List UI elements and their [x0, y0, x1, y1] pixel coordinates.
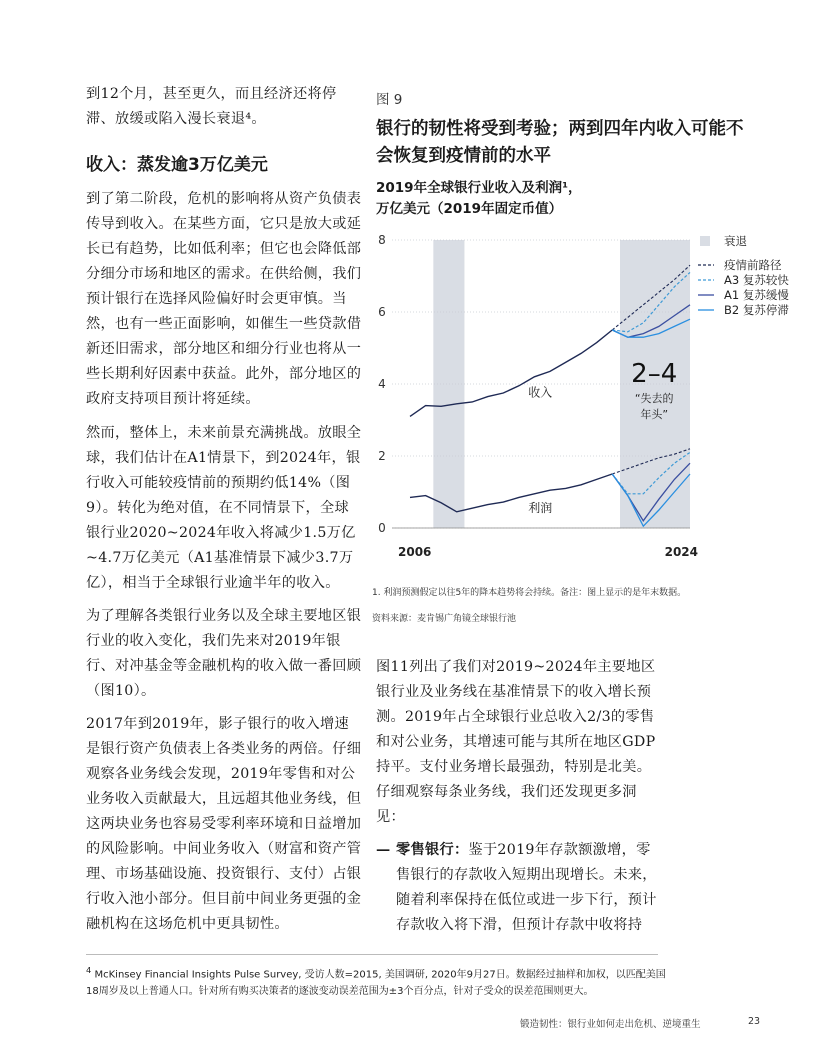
revenue-profit-line-chart — [370, 228, 789, 568]
y-tick-label: 8 — [378, 233, 386, 247]
legend-precrisis-label: 疫情前路径 — [724, 258, 782, 272]
intro-paragraph: 到12个月，甚至更久，而且经济还将停滞、放缓或陷入漫长衰退⁴。 — [86, 86, 337, 127]
revenue-label: 收入 — [528, 385, 553, 400]
paragraph-stage-two: 到了第二阶段，危机的影响将从资产负债表传导到收入。在某些方面，它只是放大或延长已有趋势，比如低利率；但它也会降低部分细分市场和地区的需求。在供给侧，我们预计银行在选择风险偏好时会更审慎。当然，也有一些正面影响，如催生一些贷款借新还旧需求，部分地区和细分行业也将从一些长期利好因素中获益。此外，部分地区的政府支持项目预计将延续。 — [86, 191, 362, 407]
footnote-divider — [86, 954, 658, 955]
page-number: 23 — [748, 1016, 761, 1027]
x-tick-label: 2024 — [664, 545, 698, 559]
y-tick-label: 2 — [378, 449, 386, 463]
legend-a3-label: A3 复苏较快 — [724, 273, 789, 287]
lost-years-value: 2–4 — [631, 359, 678, 390]
bullet-dash: — — [376, 842, 391, 858]
legend-b2-label: B2 复苏停滞 — [724, 303, 789, 317]
y-tick-label: 0 — [378, 521, 386, 535]
figure-title: 银行的韧性将受到考验；两到四年内收入可能不会恢复到疫情前的水平 — [376, 119, 744, 166]
bullet-text: 鉴于2019年存款额激增，零售银行的存款收入短期出现增长。未来，随着利率保持在低位或进一步下行，预计存款收入将下滑，但预计存款中收将持 — [396, 842, 657, 933]
section-heading: 收入：蒸发逾3万亿美元 — [86, 155, 268, 175]
y-tick-label: 4 — [378, 377, 386, 391]
lost-years-label: “失去的 — [634, 392, 674, 405]
legend-recession-label: 衰退 — [724, 234, 747, 248]
chart-source: 资料来源：麦肯锡广角镜全球银行池 — [372, 614, 517, 624]
lost-years-label: 年头” — [640, 408, 669, 422]
paragraph-review: 为了理解各类银行业务以及全球主要地区银行业的收入变化，我们先来对2019年银行、对冲基金等金融机构的收入做一番回顾（图10）。 — [86, 608, 362, 699]
page-footnote — [86, 962, 666, 1000]
y-tick-label: 6 — [378, 305, 386, 319]
paragraph-outlook: 然而，整体上，未来前景充满挑战。放眼全球，我们估计在A1情景下，到2024年，银行收入可能较疫情前的预期约低14%（图9）。转化为绝对值，在不同情景下，全球银行业2020~2024年收入将减少1.5万亿~4.7万亿美元（A1基准情景下减少3.7万亿），相当于全球银行业逾半年的收入。 — [86, 425, 362, 591]
chart-title-line1: 2019年全球银行业收入及利润¹， — [376, 180, 582, 196]
chart-title — [376, 178, 696, 220]
paragraph-shadow-banking: 2017年到2019年，影子银行的收入增速是银行资产负债表上各类业务的两倍。仔细观察各业务线会发现，2019年零售和对公业务收入贡献最大，且远超其他业务线，但这两块业务也容易受零利率环境和日益增加的风险影响。中间业务收入（财富和资产管理、市场基础设施、投资银行、支付）占银行收入池小部分。但目前中间业务更强的金融机构在这场危机中更具韧性。 — [86, 716, 362, 932]
chart-footnote: 1. 利润预测假定以往5年的降本趋势将会持续。备注：图上显示的是年末数据。 — [372, 588, 687, 598]
chart-title-line2: 万亿美元（2019年固定币值） — [376, 201, 563, 217]
x-tick-label: 2006 — [398, 545, 432, 559]
bullet-content — [396, 838, 660, 938]
figure-label: 图 9 — [376, 92, 403, 108]
legend-recession-swatch — [700, 236, 710, 246]
legend-a1-label: A1 复苏缓慢 — [724, 288, 789, 302]
footnote-text: McKinsey Financial Insights Pulse Survey, 受访人数=2015, 美国调研, 2020年9月27日。数据经过抽样和加权，以匹配美国18周岁及以上普通人口。针对所有购买决策者的逐波变动误差范围为±3个百分点，针对子受众的误差范围则更大。 — [86, 969, 666, 998]
profit-label: 利润 — [528, 500, 553, 515]
bullet-term: 零售银行： — [396, 842, 469, 858]
footer-title: 锻造韧性：银行业如何走出危机、逆境重生 — [520, 1019, 701, 1030]
footnote-mark: 4 — [86, 965, 92, 975]
paragraph-figure11: 图11列出了我们对2019~2024年主要地区银行业及业务线在基准情景下的收入增长预测。2019年占全球银行业总收入2/3的零售和对公业务，其增速可能与其所在地区GDP持平。支付业务增长最强劲，特别是北美。仔细观察每条业务线，我们还发现更多洞见： — [376, 659, 656, 825]
